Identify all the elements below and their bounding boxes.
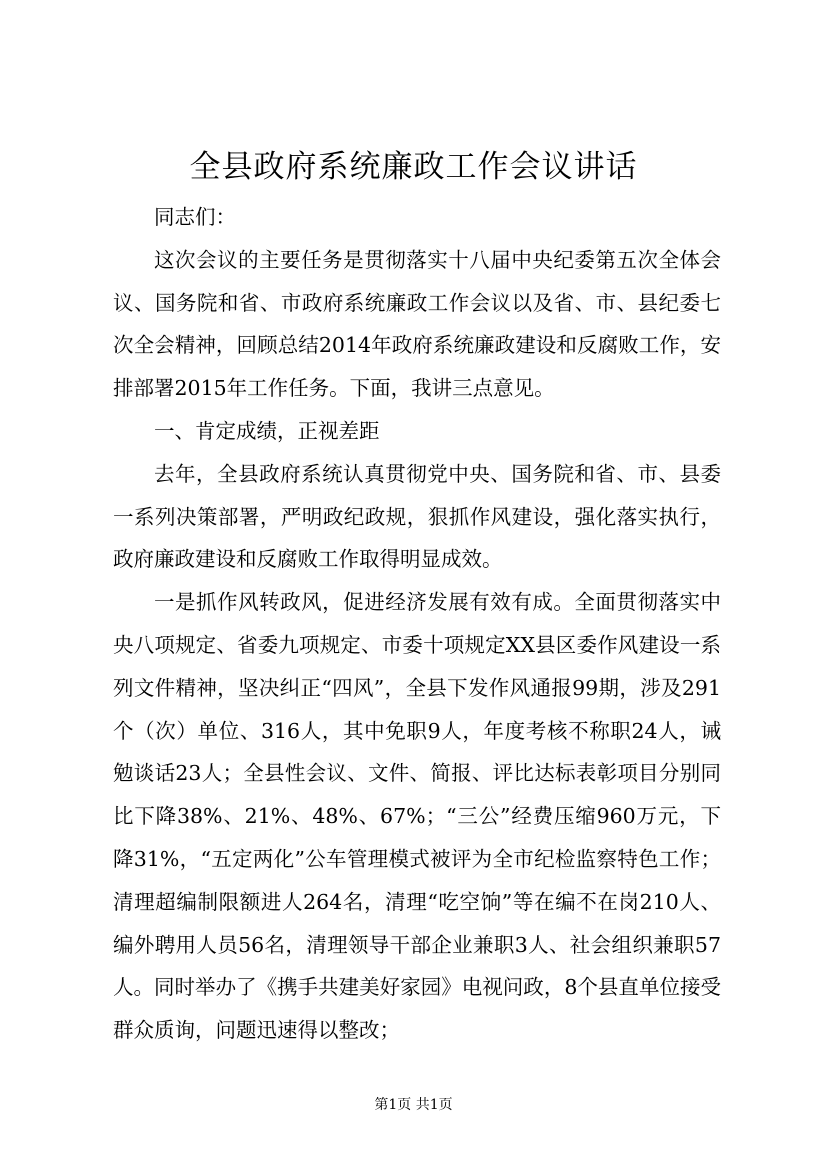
detail-paragraph: 一是抓作风转政风，促进经济发展有效有成。全面贯彻落实中央八项规定、省委九项规定、市委十项规定XX县区委作风建设一系列文件精神，坚决纠正“四风”，全县下发作风通报99期，涉及291个（次）单位、316人，其中免职9人，年度考核不称职24人，诫勉谈话23人；全县性会议、文件、简报、评比达标表彰项目分别同比下降38%、21%、48%、67%；“三公”经费压缩960万元，下降31%，“五定两化”公车管理模式被评为全市纪检监察特色工作；清理超编制限额进人264名，清理“吃空饷”等在编不在岗210人、编外聘用人员56名，清理领导干部企业兼职3人、社会组织兼职57人。同时举办了《携手共建美好家园》电视问政，8个县直单位接受群众质询，问题迅速得以整改； bbox=[113, 590, 721, 1043]
page-footer: 第1页 共1页 bbox=[374, 1097, 453, 1113]
document-body bbox=[113, 196, 721, 1052]
salutation-paragraph: 同志们： bbox=[154, 205, 236, 229]
section-heading: 一、肯定成绩，正视差距 bbox=[154, 418, 380, 443]
intro-paragraph: 这次会议的主要任务是贯彻落实十八届中央纪委第五次全体会议、国务院和省、市政府系统廉政工作会议以及省、市、县纪委七次全会精神，回顾总结2014年政府系统廉政建设和反腐败工作，安排部署2015年工作任务。下面，我讲三点意见。 bbox=[113, 247, 721, 401]
document-title: 全县政府系统廉政工作会议讲话 bbox=[189, 149, 638, 185]
summary-paragraph: 去年，全县政府系统认真贯彻党中央、国务院和省、市、县委一系列决策部署，严明政纪政规，狠抓作风建设，强化落实执行，政府廉政建设和反腐败工作取得明显成效。 bbox=[113, 461, 721, 572]
